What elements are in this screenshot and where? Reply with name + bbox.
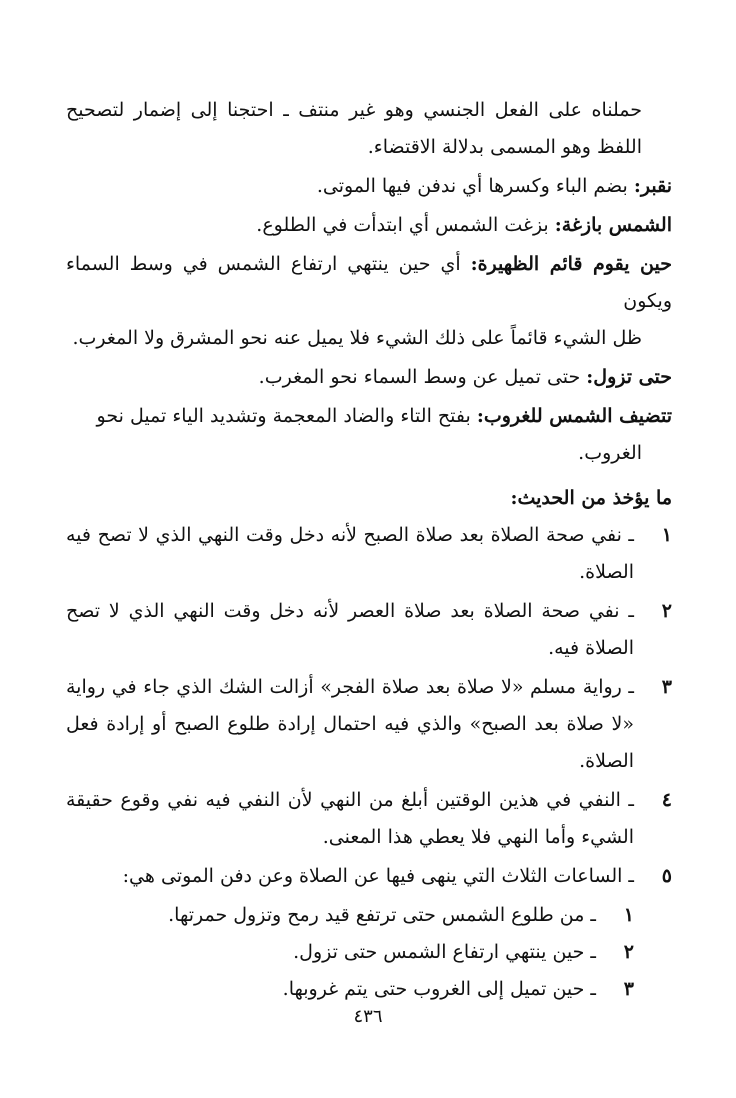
sub-item-number: ٣ — [623, 978, 634, 1000]
sub-item-text: ـ من طلوع الشمس حتى ترتفع قيد رمح وتزول حمرتها. — [168, 904, 596, 926]
intro-paragraph — [66, 92, 672, 166]
page-body — [66, 92, 672, 1008]
definition-zahira — [66, 246, 672, 357]
list-item — [66, 669, 672, 780]
item-text: ـ نفي صحة الصلاة بعد صلاة الصبح لأنه دخل وقت النهي الذي لا تصح — [97, 524, 634, 546]
definition-bazigha — [66, 207, 672, 244]
intro-line-2: اللفظ وهو المسمى بدلالة الاقتضاء. — [367, 136, 642, 158]
definition-continuation: الغروب. — [578, 442, 642, 464]
definition-term: تتضيف الشمس للغروب: — [476, 405, 672, 427]
item-text: ـ النفي في هذين الوقتين أبلغ من النهي لأن النفي فيه نفي وقوع حقيقة — [66, 789, 634, 811]
definition-continuation: ظل الشيء قائماً على ذلك الشيء فلا يميل عنه نحو المشرق ولا المغرب. — [72, 327, 642, 349]
sub-list-item — [66, 897, 672, 934]
definition-text: بزغت الشمس أي ابتدأت في الطلوع. — [256, 214, 555, 236]
list-item — [66, 517, 672, 591]
sub-item-number: ٢ — [623, 941, 634, 963]
definition-text: أي حين ينتهي ارتفاع الشمس في وسط السماء ويكون — [66, 253, 672, 312]
item-text: ـ الساعات الثلاث التي ينهى فيها عن الصلاة وعن دفن الموتى هي: — [122, 865, 634, 887]
item-number: ١ — [661, 524, 672, 546]
item-number: ٣ — [661, 676, 672, 698]
item-text-rest: الشيء وأما النهي فلا يعطي هذا المعنى. — [322, 826, 634, 848]
sub-list-item — [66, 934, 672, 971]
definition-term: الشمس بازغة: — [554, 214, 672, 236]
definition-text: بفتح التاء والضاد المعجمة وتشديد الياء تميل نحو — [96, 405, 477, 427]
sub-item-number: ١ — [623, 904, 634, 926]
item-number: ٢ — [661, 600, 672, 622]
sub-item-text: ـ حين ينتهي ارتفاع الشمس حتى تزول. — [293, 941, 596, 963]
item-text-rest: فيه الصلاة. — [66, 524, 634, 583]
definition-text: حتى تميل عن وسط السماء نحو المغرب. — [258, 366, 587, 388]
section-heading: ما يؤخذ من الحديث: — [510, 487, 672, 509]
item-number: ٥ — [661, 865, 672, 887]
item-text: ـ نفي صحة الصلاة بعد صلاة العصر لأنه دخل وقت النهي الذي لا تصح — [66, 600, 634, 622]
page-number: ٤٣٦ — [353, 1006, 383, 1027]
definition-term: نقبر: — [633, 175, 672, 197]
item-text-rest: «لا صلاة بعد الصبح» والذي فيه احتمال إرادة طلوع الصبح أو إرادة فعل الصلاة. — [66, 713, 634, 772]
definition-tazul — [66, 359, 672, 396]
list-item — [66, 858, 672, 895]
definition-term: حين يقوم قائم الظهيرة: — [470, 253, 672, 275]
definition-tadayyuf — [66, 398, 672, 472]
definition-term: حتى تزول: — [586, 366, 672, 388]
definition-naqbur — [66, 168, 672, 205]
definition-text: بضم الباء وكسرها أي ندفن فيها الموتى. — [316, 175, 634, 197]
list-item — [66, 782, 672, 856]
list-item — [66, 593, 672, 667]
sub-list-item — [66, 971, 672, 1008]
sub-item-text: ـ حين تميل إلى الغروب حتى يتم غروبها. — [282, 978, 596, 1000]
item-text: ـ رواية مسلم «لا صلاة بعد صلاة الفجر» أزالت الشك الذي جاء في رواية — [66, 676, 634, 698]
intro-line-1: حملناه على الفعل الجنسي وهو غير منتف ـ احتجنا إلى إضمار لتصحيح — [66, 99, 642, 121]
item-number: ٤ — [661, 789, 672, 811]
item-text-rest: الصلاة فيه. — [548, 637, 634, 659]
